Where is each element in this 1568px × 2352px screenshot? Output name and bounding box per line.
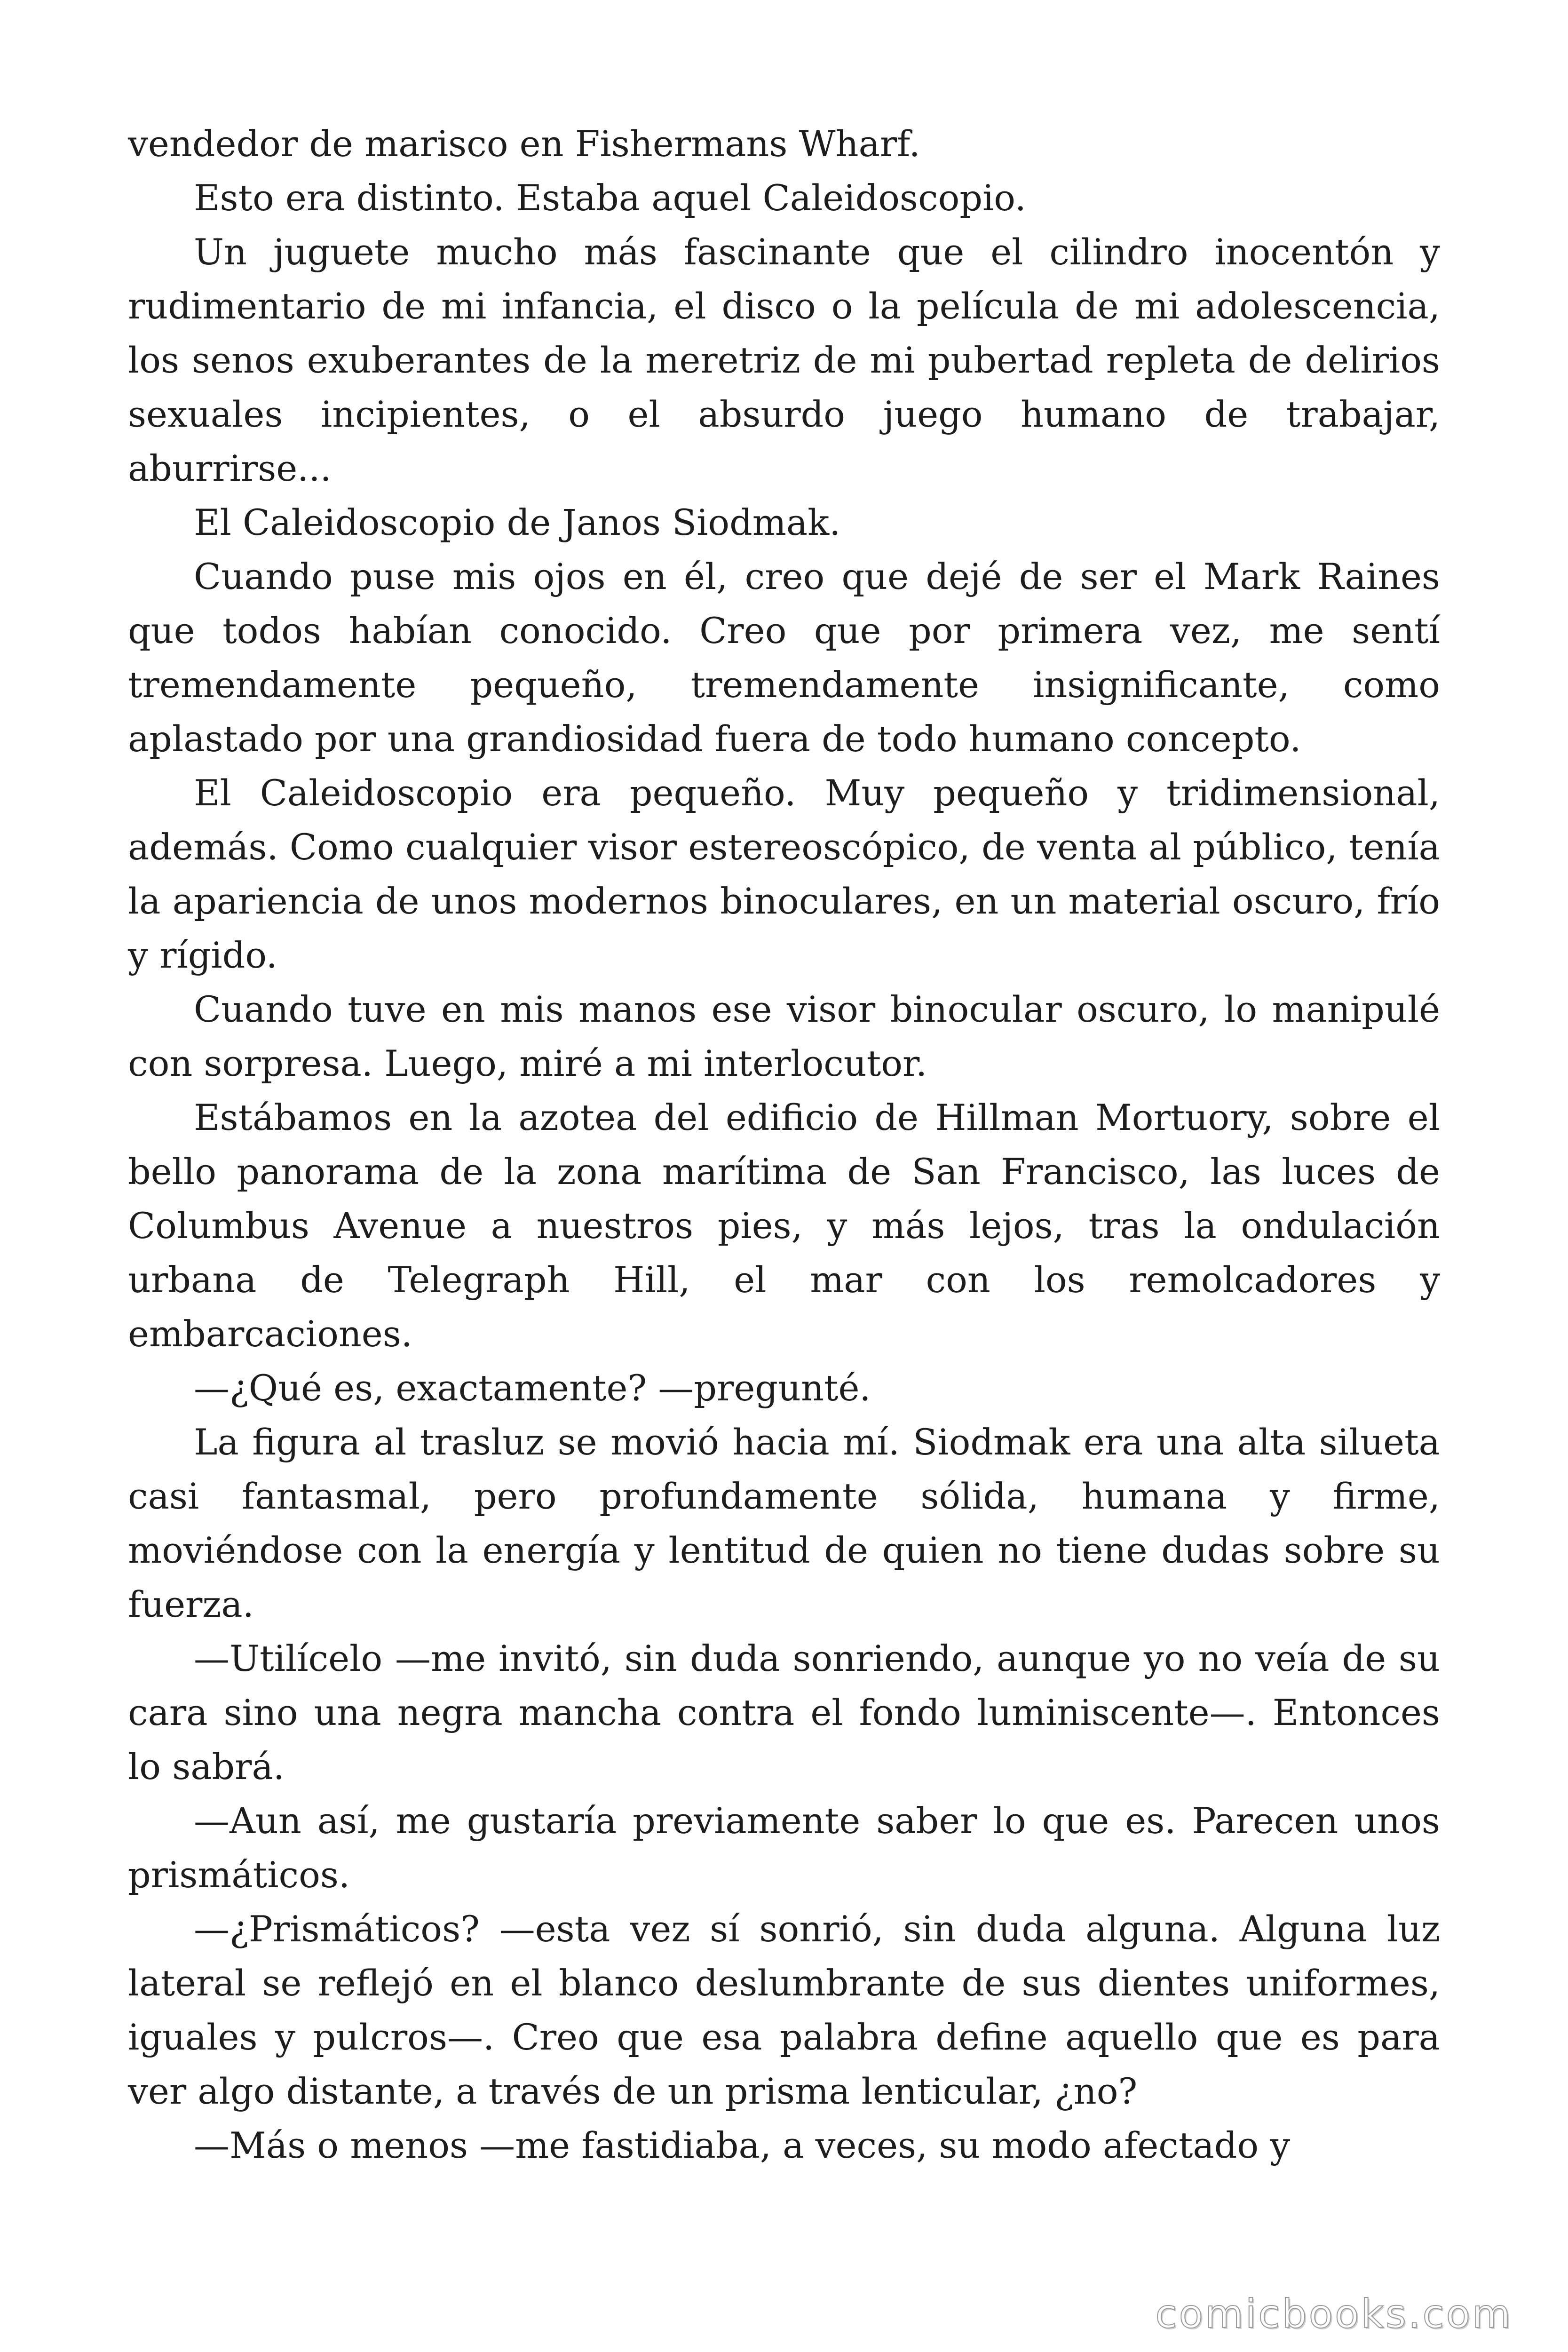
paragraph: El Caleidoscopio de Janos Siodmak. [194,501,841,543]
watermark: comicbooks.com [1155,2291,1513,2337]
paragraph: El Caleidoscopio era pequeño. Muy pequeño y tridimensional, además. Como cualquier visor estereoscópico, de venta al público, tenía la apariencia de unos modernos binoculares, en un material oscuro, frío y rígido. [128,772,1440,976]
paragraph: Cuando tuve en mis manos ese visor binocular oscuro, lo manipulé con sorpresa. Luego, miré a mi interlocutor. [128,988,1440,1084]
paragraph: —¿Qué es, exactamente? —pregunté. [194,1367,871,1409]
paragraph-continuation: vendedor de marisco en Fishermans Wharf. [128,123,920,165]
paragraph: —Aun así, me gustaría previamente saber lo que es. Parecen unos prismáticos. [128,1800,1440,1896]
paragraph: Estábamos en la azotea del edificio de Hillman Mortuory, sobre el bello panorama de la zona marítima de San Francisco, las luces de Columbus Avenue a nuestros pies, y más lejos, tras la ondulación urbana de Telegraph Hill, el mar con los remolcadores y embarcaciones. [128,1097,1440,1355]
page-body-text [128,117,1440,2172]
paragraph: Esto era distinto. Estaba aquel Caleidoscopio. [194,177,1026,219]
paragraph: Cuando puse mis ojos en él, creo que dejé de ser el Mark Raines que todos habían conocido. Creo que por primera vez, me sentí tremendamente pequeño, tremendamente insignificante, como aplastado por una grandiosidad fuera de todo humano concepto. [128,556,1440,760]
paragraph: La figura al trasluz se movió hacia mí. Siodmak era una alta silueta casi fantasmal, pero profundamente sólida, humana y firme, moviéndose con la energía y lentitud de quien no tiene dudas sobre su fuerza. [128,1421,1440,1625]
paragraph: —Utilícelo —me invitó, sin duda sonriendo, aunque yo no veía de su cara sino una negra mancha contra el fondo luminiscente—. Entonces lo sabrá. [128,1637,1440,1788]
paragraph: —¿Prismáticos? —esta vez sí sonrió, sin duda alguna. Alguna luz lateral se reflejó en el blanco deslumbrante de sus dientes uniformes, iguales y pulcros—. Creo que esa palabra define aquello que es para ver algo distante, a través de un prisma lenticular, ¿no? [128,1908,1440,2112]
paragraph: Un juguete mucho más fascinante que el cilindro inocentón y rudimentario de mi infancia, el disco o la película de mi adolescencia, los senos exuberantes de la meretriz de mi pubertad repleta de delirios sexuales incipientes, o el absurdo juego humano de trabajar, aburrirse... [128,231,1440,489]
paragraph: —Más o menos —me fastidiaba, a veces, su modo afectado y [194,2124,1291,2166]
